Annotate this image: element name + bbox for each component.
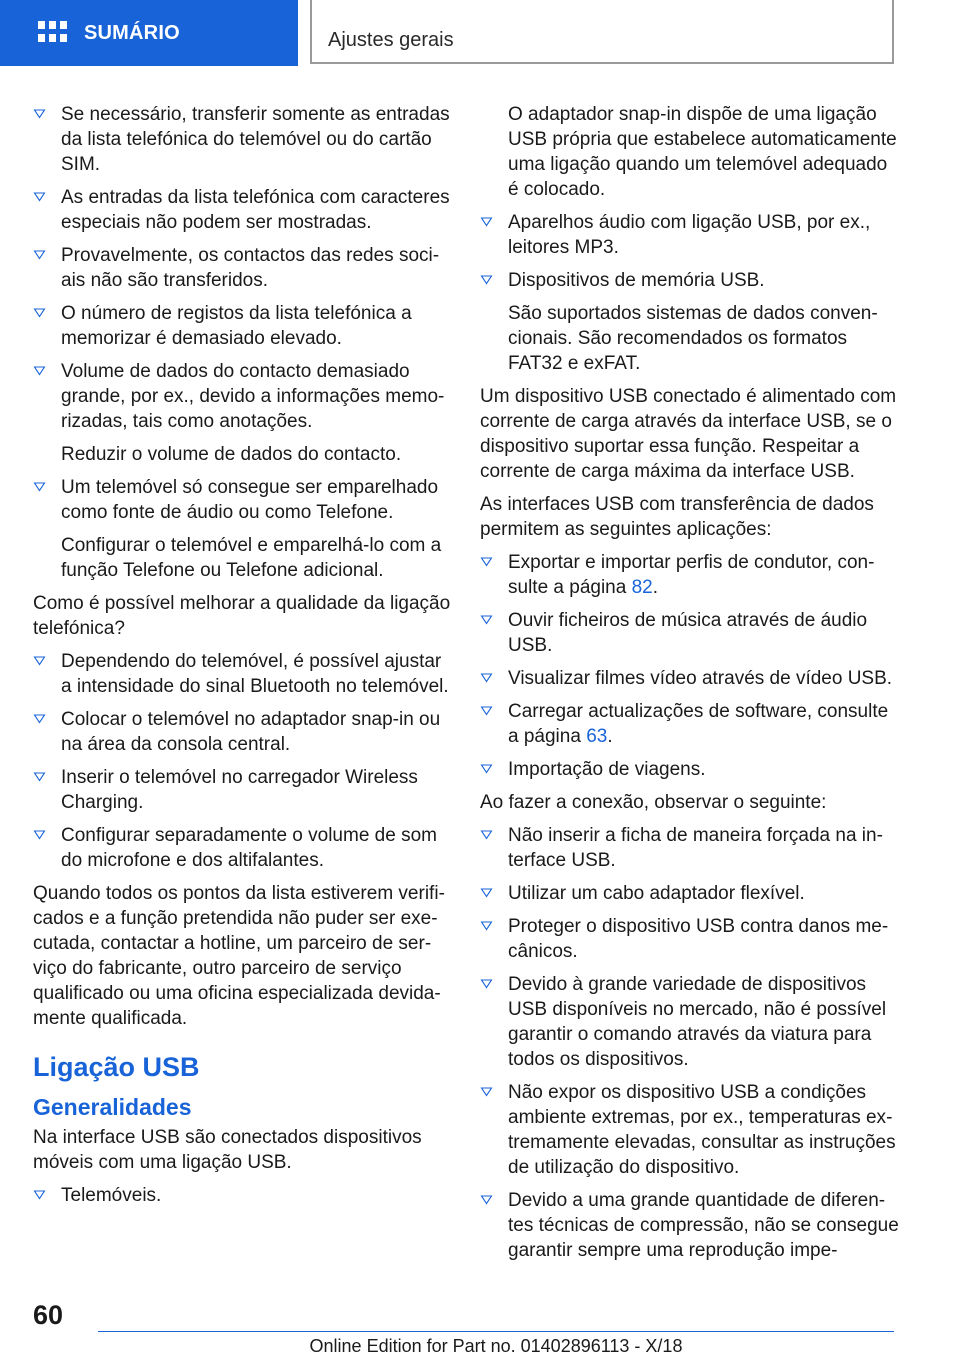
list-item: As entradas da lista telefónica com caracteres especiais não podem ser mostradas. [33, 185, 453, 235]
list-item: Telemóveis. [33, 1183, 453, 1208]
list-item: Proteger o dispositivo USB contra danos mecânicos. [480, 914, 900, 964]
list-item: Devido a uma grande quantidade de diferentes técnicas de compressão, não se consegue garantir sempre uma reprodução impe- [480, 1188, 900, 1263]
bullet-triangle-icon [34, 831, 46, 840]
list-item-continuation: O adaptador snap-in dispõe de uma ligação USB própria que estabelece automaticamente uma ligação quando um telemóvel adequado é colocado. [508, 104, 897, 200]
list-item: Utilizar um cabo adaptador flexível. [480, 881, 900, 906]
list-item: Carregar actualizações de software, consulte a página 63. [480, 699, 900, 749]
paragraph: Ao fazer a conexão, observar o seguinte: [480, 792, 827, 813]
list-item: Se necessário, transferir somente as entradas da lista telefónica do telemóvel ou do cartão SIM. [33, 102, 453, 177]
list-item-continuation: São suportados sistemas de dados convencionais. São recomendados os formatos FAT32 e exFAT. [508, 303, 878, 374]
footer-edition: Online Edition for Part no. 01402896113 - X/18 [309, 1336, 683, 1356]
bullet-triangle-icon [34, 309, 46, 318]
bullet-triangle-icon [481, 218, 493, 227]
list-item: Volume de dados do contacto demasiado grande, por ex., devido a informações memorizadas, tais como anotações. [33, 359, 453, 434]
list-item: Um telemóvel só consegue ser emparelhado como fonte de áudio ou como Telefone. [33, 475, 453, 525]
list-item: Colocar o telemóvel no adaptador snap-in ou na área da consola central. [33, 707, 453, 757]
page-link-82[interactable]: 82 [631, 577, 653, 598]
page-link-63[interactable]: 63 [586, 726, 608, 747]
bullet-triangle-icon [481, 831, 493, 840]
list-item-continuation: Configurar o telemóvel e emparelhá-lo com a função Telefone ou Telefone adicional. [61, 535, 442, 581]
paragraph: Na interface USB são conectados dispositivos móveis com uma ligação USB. [33, 1127, 422, 1173]
paragraph: Quando todos os pontos da lista estiverem verificados e a função pretendida não puder ser executada, contactar a hotline, um parceiro de serviço do fabricante, outro parceiro de serviço qualificado ou uma oficina especializada devidamente qualificada. [33, 883, 445, 1029]
list-item: Aparelhos áudio com ligação USB, por ex., leitores MP3. [480, 210, 900, 260]
summary-label: SUMÁRIO [84, 21, 180, 44]
list-item: O número de registos da lista telefónica a memorizar é demasiado elevado. [33, 301, 453, 351]
section-tab[interactable] [310, 0, 894, 64]
bullet-triangle-icon [481, 558, 493, 567]
bullet-triangle-icon [34, 367, 46, 376]
list-item: Visualizar filmes vídeo através de vídeo USB. [480, 666, 900, 691]
bullet-triangle-icon [34, 251, 46, 260]
summary-button[interactable] [0, 0, 298, 66]
bullet-triangle-icon [481, 922, 493, 931]
list-item: Dispositivos de memória USB. [480, 268, 900, 293]
bullet-triangle-icon [34, 483, 46, 492]
paragraph: As interfaces USB com transferência de dados permitem as seguintes aplicações: [480, 494, 874, 540]
list-item: Devido à grande variedade de dispositivos USB disponíveis no mercado, não é possível garantir o comando através da viatura para todos os dispositivos. [480, 972, 900, 1072]
left-column [33, 102, 453, 1216]
bullet-triangle-icon [481, 276, 493, 285]
list-item: Não expor os dispositivo USB a condições ambiente extremas, por ex., temperaturas extremamente elevadas, consultar as instruções de utilização do dispositivo. [480, 1080, 900, 1180]
bullet-triangle-icon [481, 707, 493, 716]
bullet-triangle-icon [34, 193, 46, 202]
paragraph: Como é possível melhorar a qualidade da ligação telefónica? [33, 593, 451, 639]
top-navigation [0, 0, 960, 66]
bullet-triangle-icon [481, 616, 493, 625]
bullet-triangle-icon [34, 773, 46, 782]
bullet-triangle-icon [34, 110, 46, 119]
bullet-triangle-icon [34, 1191, 46, 1200]
bullet-triangle-icon [481, 765, 493, 774]
list-item: Exportar e importar perfis de condutor, consulte a página 82. [480, 550, 900, 600]
list-item: Inserir o telemóvel no carregador Wireless Charging. [33, 765, 453, 815]
grid-menu-icon [38, 21, 66, 45]
footer-divider [98, 1331, 894, 1332]
paragraph: Um dispositivo USB conectado é alimentado com corrente de carga através da interface USB, se o dispositivo suportar essa função. Respeitar a corrente de carga máxima da interface USB. [480, 386, 897, 482]
bullet-triangle-icon [481, 1088, 493, 1097]
bullet-triangle-icon [481, 1196, 493, 1205]
page-number: 60 [33, 1300, 64, 1330]
right-column [480, 102, 900, 1271]
section-heading: Ligação USB [33, 1052, 200, 1082]
section-title: Ajustes gerais [328, 29, 454, 51]
bullet-triangle-icon [34, 715, 46, 724]
list-item: Não inserir a ficha de maneira forçada na interface USB. [480, 823, 900, 873]
list-item: Importação de viagens. [480, 757, 900, 782]
subsection-heading: Generalidades [33, 1094, 192, 1120]
list-item-continuation: Reduzir o volume de dados do contacto. [61, 444, 402, 465]
list-item: Dependendo do telemóvel, é possível ajustar a intensidade do sinal Bluetooth no telemóvel. [33, 649, 453, 699]
bullet-triangle-icon [481, 889, 493, 898]
bullet-triangle-icon [481, 674, 493, 683]
bullet-triangle-icon [34, 657, 46, 666]
list-item: Ouvir ficheiros de música através de áudio USB. [480, 608, 900, 658]
list-item: Configurar separadamente o volume de som do microfone e dos altifalantes. [33, 823, 453, 873]
list-item: Provavelmente, os contactos das redes sociais não são transferidos. [33, 243, 453, 293]
bullet-triangle-icon [481, 980, 493, 989]
